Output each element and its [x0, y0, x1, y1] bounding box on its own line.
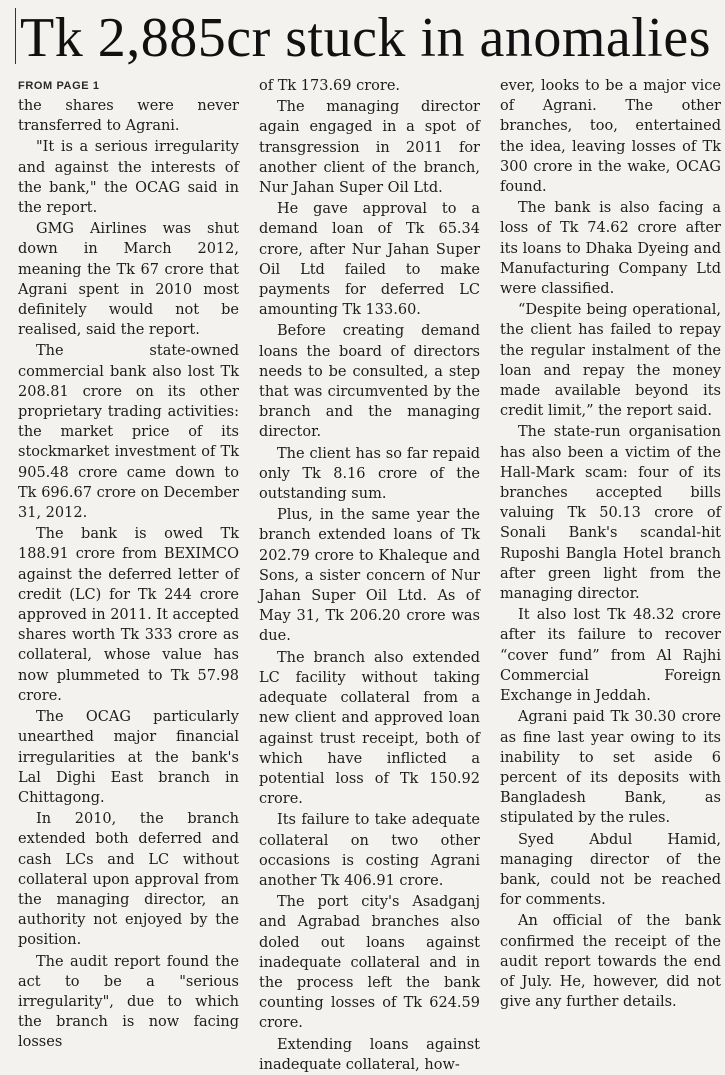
- paragraph: “Despite being operational, the client has failed to repay the regular instalment of the loan and repay the money made available beyond its credit limit,” the report said.: [500, 302, 721, 420]
- column-3: [500, 76, 721, 1054]
- paragraph: ever, looks to be a major vice of Agrani. The other branches, too, entertained the idea, leaving losses of Tk 300 crore in the wake, OCAG found.: [500, 78, 721, 196]
- headline: Tk 2,885cr stuck in anomalies: [20, 7, 712, 69]
- paragraph: Extending loans against inadequate collateral, how-: [259, 1036, 480, 1073]
- paragraph: The bank is also facing a loss of Tk 74.62 crore after its loans to Dhaka Dyeing and Manufacturing Company Ltd were classified.: [500, 200, 721, 298]
- article-body: [18, 76, 722, 1073]
- paragraph: Before creating demand loans the board of directors needs to be consulted, a step that was circumvented by the branch and the managing director.: [259, 323, 480, 441]
- paragraph: The audit report found the act to be a "serious irregularity", due to which the branch is now facing losses: [18, 953, 239, 1051]
- paragraph: The state-run organisation has also been a victim of the Hall-Mark scam: four of its branches accepted bills valuing Tk 50.13 crore of Sonali Bank's scandal-hit Ruposhi Bangla Hotel branch after green light from the managing director.: [500, 424, 721, 603]
- paragraph: The state-owned commercial bank also lost Tk 208.81 crore on its other proprietary trading activities: the market price of its stockmarket investment of Tk 905.48 crore came down to Tk 696.67 crore on December 31, 2012.: [18, 343, 239, 522]
- paragraph: The managing director again engaged in a spot of transgression in 2011 for another client of the branch, Nur Jahan Super Oil Ltd.: [259, 99, 480, 197]
- paragraph: the shares were never transferred to Agrani.: [18, 98, 239, 135]
- paragraph: In 2010, the branch extended both deferred and cash LCs and LC without collateral upon approval from the managing director, an authority not enjoyed by the position.: [18, 811, 239, 949]
- paragraph: Agrani paid Tk 30.30 crore as fine last year owing to its inability to set aside 6 percent of its deposits with Bangladesh Bank, as stipulated by the rules.: [500, 709, 721, 827]
- headline-left-rule: [15, 8, 16, 64]
- paragraph: Its failure to take adequate collateral on two other occasions is costing Agrani another Tk 406.91 crore.: [259, 812, 480, 889]
- paragraph: He gave approval to a demand loan of Tk 65.34 crore, after Nur Jahan Super Oil Ltd failed to make payments for deferred LC amounting Tk 133.60.: [259, 201, 480, 319]
- paragraph: The port city's Asadganj and Agrabad branches also doled out loans against inadequate collateral and in the process left the bank counting losses of Tk 624.59 crore.: [259, 894, 480, 1032]
- from-page-label: FROM PAGE 1: [18, 80, 100, 92]
- paragraph: It also lost Tk 48.32 crore after its failure to recover “cover fund” from Al Rajhi Commercial Foreign Exchange in Jeddah.: [500, 607, 721, 705]
- paragraph: The branch also extended LC facility without taking adequate collateral from a new client and approved loan against trust receipt, both of which have inflicted a potential loss of Tk 150.92 crore.: [259, 649, 480, 808]
- paragraph: of Tk 173.69 crore.: [259, 78, 401, 94]
- paragraph: GMG Airlines was shut down in March 2012, meaning the Tk 67 crore that Agrani spent in 2010 most definitely would not be realised, said the report.: [18, 221, 239, 339]
- paragraph: The client has so far repaid only Tk 8.16 crore of the outstanding sum.: [259, 445, 480, 503]
- paragraph: An official of the bank confirmed the receipt of the audit report towards the end of July. He, however, did not give any further details.: [500, 913, 721, 1011]
- paragraph: The OCAG particularly unearthed major financial irregularities at the bank's Lal Dighi East branch in Chittagong.: [18, 709, 239, 806]
- paragraph: Plus, in the same year the branch extended loans of Tk 202.79 crore to Khaleque and Sons, a sister concern of Nur Jahan Super Oil Ltd. As of May 31, Tk 206.20 crore was due.: [259, 507, 480, 645]
- paragraph: The bank is owed Tk 188.91 crore from BEXIMCO against the deferred letter of credit (LC) for Tk 244 crore approved in 2011. It accepted shares worth Tk 333 crore as collateral, whose value has now plummeted to Tk 57.98 crore.: [18, 526, 239, 704]
- column-2: [259, 76, 480, 1073]
- column-1: [18, 76, 239, 1054]
- paragraph: "It is a serious irregularity and against the interests of the bank," the OCAG said in the report.: [18, 139, 239, 217]
- paragraph: Syed Abdul Hamid, managing director of the bank, could not be reached for comments.: [500, 831, 721, 909]
